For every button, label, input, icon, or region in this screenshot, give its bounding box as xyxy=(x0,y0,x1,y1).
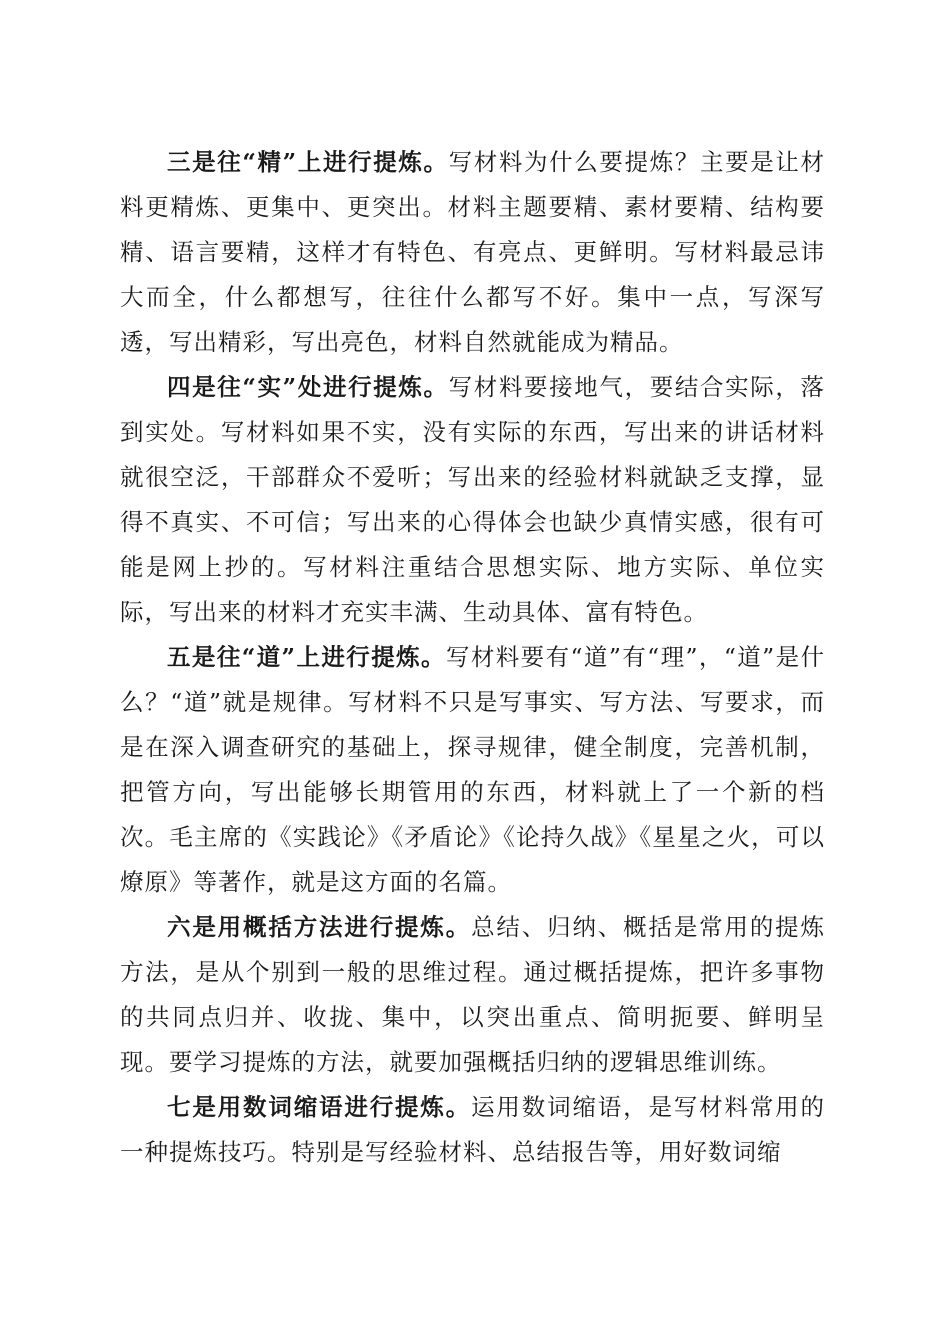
paragraph-1-lead: 三是往“精”上进行提炼。 xyxy=(167,148,449,176)
paragraph-3-lead: 五是往“道”上进行提炼。 xyxy=(167,643,446,671)
paragraph-2 xyxy=(120,365,825,635)
paragraph-4-body: 总结、归纳、概括是常用的提炼方法，是从个别到一般的思维过程。通过概括提炼，把许多事物的共同点归并、收拢、集中，以突出重点、简明扼要、鲜明呈现。要学习提炼的方法，就要加强概括归纳的逻辑思维训练。 xyxy=(120,913,826,1076)
paragraph-1-body: 写材料为什么要提炼？主要是让材料更精炼、更集中、更突出。材料主题要精、素材要精、结构要精、语言要精，这样才有特色、有亮点、更鲜明。写材料最忌讳大而全，什么都想写，往往什么都写不好。集中一点，写深写透，写出精彩，写出亮色，材料自然就能成为精品。 xyxy=(120,148,825,356)
paragraph-3-body: 写材料要有“道”有“理”，“道”是什么？“道”就是规律。写材料不只是写事实、写方法、写要求，而是在深入调查研究的基础上，探寻规律，健全制度，完善机制，把管方向，写出能够长期管用的东西，材料就上了一个新的档次。毛主席的《实践论》《矛盾论》《论持久战》《星星之火，可以燎原》等著作，就是这方面的名篇。 xyxy=(120,643,825,896)
paragraph-4 xyxy=(120,905,825,1085)
paragraph-5-body: 运用数词缩语，是写材料常用的一种提炼技巧。特别是写经验材料、总结报告等，用好数词缩 xyxy=(120,1093,826,1166)
document-body xyxy=(120,140,825,1175)
paragraph-5 xyxy=(120,1085,825,1175)
paragraph-2-lead: 四是往“实”处进行提炼。 xyxy=(167,373,449,401)
paragraph-1 xyxy=(120,140,825,365)
paragraph-2-body: 写材料要接地气，要结合实际，落到实处。写材料如果不实，没有实际的东西，写出来的讲话材料就很空泛，干部群众不爱听；写出来的经验材料就缺乏支撑，显得不真实、不可信；写出来的心得体会也缺少真情实感，很有可能是网上抄的。写材料注重结合思想实际、地方实际、单位实际，写出来的材料才充实丰满、生动具体、富有特色。 xyxy=(120,373,825,626)
paragraph-5-lead: 七是用数词缩语进行提炼。 xyxy=(167,1093,472,1121)
paragraph-4-lead: 六是用概括方法进行提炼。 xyxy=(167,913,472,941)
paragraph-3 xyxy=(120,635,825,905)
